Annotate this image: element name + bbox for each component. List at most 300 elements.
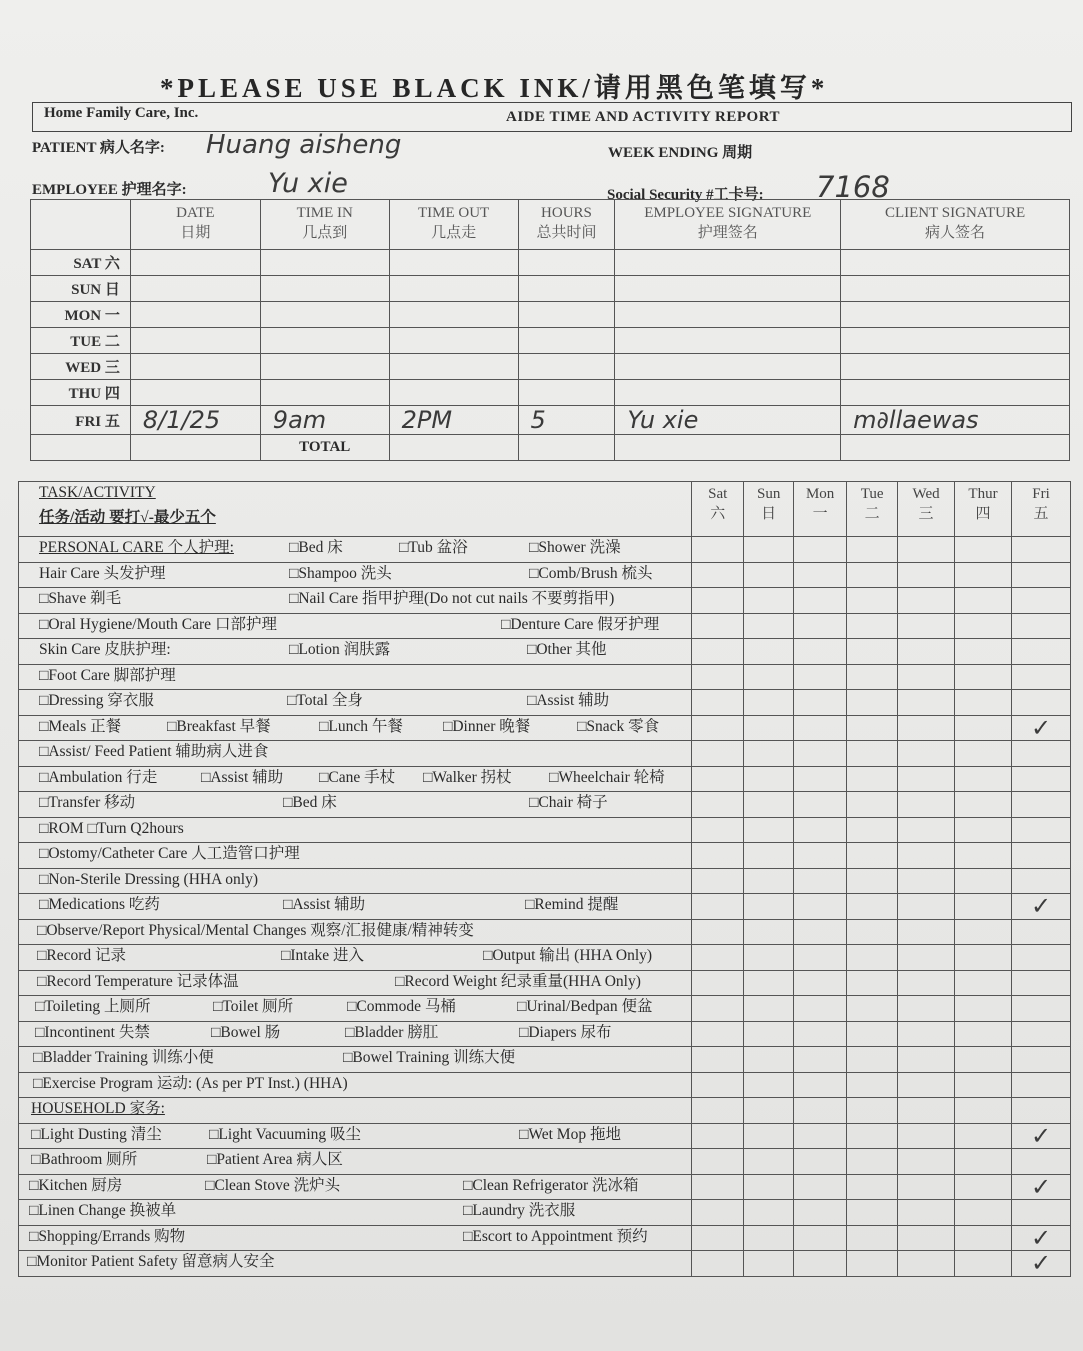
day-check-cell[interactable] (744, 1225, 794, 1251)
day-check-cell[interactable] (794, 1251, 847, 1277)
activity-item[interactable]: □Toileting 上厕所 (35, 998, 151, 1015)
day-check-cell[interactable] (692, 996, 744, 1022)
activity-item[interactable]: □ROM □Turn Q2hours (39, 819, 184, 837)
day-check-cell[interactable] (898, 537, 955, 563)
day-check-cell[interactable] (847, 1098, 898, 1124)
day-check-cell[interactable] (692, 868, 744, 894)
day-check-cell[interactable] (898, 919, 955, 945)
activity-item[interactable]: □Laundry 洗衣服 (463, 1202, 576, 1219)
timesheet-cell-1-hours[interactable] (518, 276, 615, 302)
day-check-cell[interactable] (847, 817, 898, 843)
day-check-cell[interactable] (692, 766, 744, 792)
day-check-cell[interactable] (955, 1047, 1012, 1073)
day-check-cell[interactable] (692, 562, 744, 588)
day-check-cell[interactable] (744, 1174, 794, 1200)
day-check-cell[interactable] (692, 588, 744, 614)
day-check-cell[interactable] (744, 919, 794, 945)
day-check-cell[interactable] (847, 792, 898, 818)
day-check-cell[interactable] (692, 1200, 744, 1226)
day-check-cell[interactable] (744, 1251, 794, 1277)
day-check-cell[interactable] (794, 562, 847, 588)
fri-check-cell[interactable] (1012, 1200, 1071, 1226)
day-check-cell[interactable] (847, 588, 898, 614)
activity-item[interactable]: □Escort to Appointment 预约 (463, 1227, 648, 1245)
day-check-cell[interactable] (794, 996, 847, 1022)
activity-item[interactable]: □Commode 马桶 (347, 998, 456, 1015)
day-check-cell[interactable] (955, 766, 1012, 792)
fri-check-cell[interactable] (1012, 996, 1071, 1022)
day-check-cell[interactable] (744, 537, 794, 563)
day-check-cell[interactable] (744, 562, 794, 588)
day-check-cell[interactable] (898, 817, 955, 843)
timesheet-cell-2-hours[interactable] (518, 302, 615, 328)
total-cell-1[interactable] (518, 435, 615, 461)
fri-check-cell[interactable] (1012, 588, 1071, 614)
timesheet-cell-3-hours[interactable] (518, 328, 615, 354)
day-check-cell[interactable] (692, 613, 744, 639)
day-check-cell[interactable] (898, 1021, 955, 1047)
day-check-cell[interactable] (898, 1174, 955, 1200)
day-check-cell[interactable] (847, 1123, 898, 1149)
activity-item[interactable]: □Light Vacuuming 吸尘 (209, 1125, 362, 1143)
day-check-cell[interactable] (847, 1200, 898, 1226)
day-check-cell[interactable] (955, 741, 1012, 767)
day-check-cell[interactable] (692, 1251, 744, 1277)
fri-check-cell[interactable] (1012, 843, 1071, 869)
day-check-cell[interactable] (898, 639, 955, 665)
timesheet-cell-0-hours[interactable] (518, 250, 615, 276)
activity-item[interactable]: □Incontinent 失禁 (35, 1023, 150, 1041)
day-check-cell[interactable] (847, 639, 898, 665)
activity-item[interactable]: □Ostomy/Catheter Care 人工造管口护理 (39, 845, 300, 862)
activity-item[interactable]: □Bowel Training 训练大便 (343, 1049, 516, 1066)
day-check-cell[interactable] (955, 1225, 1012, 1251)
day-check-cell[interactable] (847, 537, 898, 563)
activity-item[interactable]: Skin Care 皮肤护理: (39, 641, 171, 658)
day-check-cell[interactable] (847, 1072, 898, 1098)
day-check-cell[interactable] (955, 843, 1012, 869)
activity-item[interactable]: □Tub 盆浴 (399, 539, 468, 556)
day-check-cell[interactable] (744, 996, 794, 1022)
timesheet-cell-5-date[interactable] (130, 380, 260, 406)
day-check-cell[interactable] (794, 817, 847, 843)
day-check-cell[interactable] (847, 562, 898, 588)
day-check-cell[interactable] (955, 664, 1012, 690)
day-check-cell[interactable] (744, 970, 794, 996)
fri-check-cell[interactable] (1012, 613, 1071, 639)
timesheet-cell-5-time-in[interactable] (260, 380, 389, 406)
day-check-cell[interactable] (847, 690, 898, 716)
day-check-cell[interactable] (794, 715, 847, 741)
day-check-cell[interactable] (847, 894, 898, 920)
fri-date-cell[interactable]: 8/1/25 (130, 406, 260, 435)
timesheet-cell-2-employee-signature[interactable] (615, 302, 841, 328)
day-check-cell[interactable] (794, 1072, 847, 1098)
day-check-cell[interactable] (692, 639, 744, 665)
activity-item[interactable]: □Urinal/Bedpan 便盆 (517, 998, 653, 1015)
fri-check-cell[interactable] (1012, 1098, 1071, 1124)
fri-check-cell[interactable] (1012, 792, 1071, 818)
fri-check-cell[interactable] (1012, 945, 1071, 971)
timesheet-cell-2-date[interactable] (130, 302, 260, 328)
fri-employee-signature-cell[interactable]: Yu xie (615, 406, 841, 435)
day-check-cell[interactable] (898, 945, 955, 971)
activity-item[interactable]: □Bowel 肠 (211, 1023, 281, 1041)
day-check-cell[interactable] (794, 639, 847, 665)
timesheet-cell-5-employee-signature[interactable] (615, 380, 841, 406)
day-check-cell[interactable] (744, 1047, 794, 1073)
timesheet-cell-4-hours[interactable] (518, 354, 615, 380)
timesheet-cell-4-time-in[interactable] (260, 354, 389, 380)
day-check-cell[interactable] (692, 1072, 744, 1098)
day-check-cell[interactable] (692, 1047, 744, 1073)
activity-item[interactable]: □Medications 吃药 (39, 896, 160, 913)
timesheet-cell-1-employee-signature[interactable] (615, 276, 841, 302)
total-cell-0[interactable] (389, 435, 518, 461)
day-check-cell[interactable] (955, 970, 1012, 996)
activity-item[interactable]: □Meals 正餐 (39, 717, 122, 735)
day-check-cell[interactable] (692, 741, 744, 767)
day-check-cell[interactable] (794, 970, 847, 996)
day-check-cell[interactable] (744, 639, 794, 665)
timesheet-cell-2-time-out[interactable] (389, 302, 518, 328)
day-check-cell[interactable] (847, 1225, 898, 1251)
day-check-cell[interactable] (847, 1174, 898, 1200)
day-check-cell[interactable] (744, 868, 794, 894)
timesheet-cell-3-date[interactable] (130, 328, 260, 354)
activity-item[interactable]: □Non-Sterile Dressing (HHA only) (39, 870, 259, 888)
day-check-cell[interactable] (898, 970, 955, 996)
activity-item[interactable]: □Record 记录 (37, 947, 126, 964)
day-check-cell[interactable] (955, 588, 1012, 614)
total-cell-2[interactable] (615, 435, 841, 461)
timesheet-cell-5-time-out[interactable] (389, 380, 518, 406)
timesheet-cell-4-time-out[interactable] (389, 354, 518, 380)
timesheet-cell-0-time-out[interactable] (389, 250, 518, 276)
day-check-cell[interactable] (794, 1225, 847, 1251)
activity-item[interactable]: □Toilet 厕所 (213, 998, 294, 1015)
day-check-cell[interactable] (847, 945, 898, 971)
day-check-cell[interactable] (794, 919, 847, 945)
activity-item[interactable]: □Dressing 穿衣服 (39, 692, 154, 709)
day-check-cell[interactable] (744, 1021, 794, 1047)
day-check-cell[interactable] (898, 1072, 955, 1098)
day-check-cell[interactable] (955, 1098, 1012, 1124)
day-check-cell[interactable] (744, 843, 794, 869)
day-check-cell[interactable] (744, 690, 794, 716)
day-check-cell[interactable] (955, 1123, 1012, 1149)
day-check-cell[interactable] (955, 1021, 1012, 1047)
day-check-cell[interactable] (692, 945, 744, 971)
day-check-cell[interactable] (955, 945, 1012, 971)
day-check-cell[interactable] (692, 792, 744, 818)
timesheet-cell-3-client-signature[interactable] (841, 328, 1070, 354)
timesheet-cell-4-client-signature[interactable] (841, 354, 1070, 380)
fri-check-cell[interactable] (1012, 562, 1071, 588)
day-check-cell[interactable] (744, 1149, 794, 1175)
activity-item[interactable]: □Shampoo 洗头 (289, 564, 392, 582)
fri-check-cell[interactable] (1012, 817, 1071, 843)
fri-check-cell[interactable]: ✓ (1012, 1225, 1071, 1251)
day-check-cell[interactable] (744, 894, 794, 920)
day-check-cell[interactable] (898, 664, 955, 690)
activity-item[interactable]: □Oral Hygiene/Mouth Care 口部护理 (39, 615, 277, 633)
activity-item[interactable]: Hair Care 头发护理 (39, 564, 166, 582)
activity-item[interactable]: □Assist 辅助 (201, 768, 284, 786)
day-check-cell[interactable] (898, 1047, 955, 1073)
activity-item[interactable]: □Assist 辅助 (283, 896, 366, 913)
day-check-cell[interactable] (692, 1149, 744, 1175)
fri-time-in-cell[interactable]: 9am (260, 406, 389, 435)
day-check-cell[interactable] (744, 741, 794, 767)
fri-check-cell[interactable] (1012, 919, 1071, 945)
activity-item[interactable]: □Shower 洗澡 (529, 539, 621, 556)
fri-check-cell[interactable]: ✓ (1012, 715, 1071, 741)
timesheet-cell-3-time-in[interactable] (260, 328, 389, 354)
day-check-cell[interactable] (794, 1174, 847, 1200)
day-check-cell[interactable] (744, 817, 794, 843)
day-check-cell[interactable] (898, 792, 955, 818)
day-check-cell[interactable] (744, 792, 794, 818)
day-check-cell[interactable] (794, 741, 847, 767)
day-check-cell[interactable] (794, 1098, 847, 1124)
activity-item[interactable]: PERSONAL CARE 个人护理: (39, 539, 234, 556)
day-check-cell[interactable] (898, 613, 955, 639)
day-check-cell[interactable] (744, 664, 794, 690)
activity-item[interactable]: □Remind 提醒 (525, 896, 619, 913)
timesheet-cell-1-time-in[interactable] (260, 276, 389, 302)
timesheet-cell-4-date[interactable] (130, 354, 260, 380)
day-check-cell[interactable] (955, 1149, 1012, 1175)
fri-check-cell[interactable] (1012, 970, 1071, 996)
day-check-cell[interactable] (692, 1021, 744, 1047)
day-check-cell[interactable] (692, 1225, 744, 1251)
fri-check-cell[interactable] (1012, 1072, 1071, 1098)
day-check-cell[interactable] (898, 1098, 955, 1124)
day-check-cell[interactable] (692, 690, 744, 716)
day-check-cell[interactable] (794, 1047, 847, 1073)
day-check-cell[interactable] (692, 817, 744, 843)
day-check-cell[interactable] (794, 1021, 847, 1047)
activity-item[interactable]: HOUSEHOLD 家务: (31, 1100, 165, 1117)
fri-check-cell[interactable] (1012, 741, 1071, 767)
timesheet-cell-0-client-signature[interactable] (841, 250, 1070, 276)
day-check-cell[interactable] (847, 613, 898, 639)
activity-item[interactable]: □Other 其他 (527, 641, 607, 658)
activity-item[interactable]: □Assist/ Feed Patient 辅助病人进食 (39, 743, 269, 760)
day-check-cell[interactable] (794, 588, 847, 614)
day-check-cell[interactable] (898, 766, 955, 792)
activity-item[interactable]: □Diapers 尿布 (519, 1023, 612, 1041)
activity-item[interactable]: □Cane 手杖 (319, 768, 396, 786)
activity-item[interactable]: □Bathroom 厕所 (31, 1151, 138, 1168)
activity-item[interactable]: □Comb/Brush 梳头 (529, 564, 653, 582)
activity-item[interactable]: □Kitchen 厨房 (29, 1176, 123, 1194)
day-check-cell[interactable] (692, 970, 744, 996)
activity-item[interactable]: □Shave 剃毛 (39, 590, 122, 607)
fri-check-cell[interactable] (1012, 537, 1071, 563)
activity-item[interactable]: □Record Weight 纪录重量(HHA Only) (395, 972, 641, 990)
day-check-cell[interactable] (847, 868, 898, 894)
fri-check-cell[interactable] (1012, 1149, 1071, 1175)
timesheet-cell-3-time-out[interactable] (389, 328, 518, 354)
day-check-cell[interactable] (744, 1123, 794, 1149)
activity-item[interactable]: □Lunch 午餐 (319, 717, 403, 735)
activity-item[interactable]: □Denture Care 假牙护理 (501, 615, 660, 633)
activity-item[interactable]: □Bed 床 (289, 539, 343, 556)
day-check-cell[interactable] (955, 639, 1012, 665)
day-check-cell[interactable] (692, 1174, 744, 1200)
day-check-cell[interactable] (955, 562, 1012, 588)
fri-time-out-cell[interactable]: 2PM (389, 406, 518, 435)
day-check-cell[interactable] (847, 715, 898, 741)
fri-check-cell[interactable] (1012, 639, 1071, 665)
day-check-cell[interactable] (955, 690, 1012, 716)
timesheet-cell-3-employee-signature[interactable] (615, 328, 841, 354)
day-check-cell[interactable] (692, 919, 744, 945)
day-check-cell[interactable] (898, 1251, 955, 1277)
day-check-cell[interactable] (955, 868, 1012, 894)
timesheet-cell-5-client-signature[interactable] (841, 380, 1070, 406)
day-check-cell[interactable] (847, 741, 898, 767)
day-check-cell[interactable] (744, 945, 794, 971)
day-check-cell[interactable] (898, 562, 955, 588)
activity-item[interactable]: □Dinner 晚餐 (443, 717, 531, 735)
activity-item[interactable]: □Breakfast 早餐 (167, 717, 271, 735)
day-check-cell[interactable] (794, 1123, 847, 1149)
activity-item[interactable]: □Bladder Training 训练小便 (33, 1049, 214, 1066)
timesheet-cell-1-client-signature[interactable] (841, 276, 1070, 302)
activity-item[interactable]: □Lotion 润肤露 (289, 641, 391, 658)
day-check-cell[interactable] (744, 1200, 794, 1226)
day-check-cell[interactable] (794, 1149, 847, 1175)
day-check-cell[interactable] (847, 1021, 898, 1047)
day-check-cell[interactable] (744, 1072, 794, 1098)
day-check-cell[interactable] (744, 588, 794, 614)
fri-check-cell[interactable]: ✓ (1012, 1174, 1071, 1200)
day-check-cell[interactable] (955, 1200, 1012, 1226)
fri-check-cell[interactable] (1012, 690, 1071, 716)
day-check-cell[interactable] (898, 1123, 955, 1149)
day-check-cell[interactable] (898, 1200, 955, 1226)
day-check-cell[interactable] (898, 715, 955, 741)
day-check-cell[interactable] (955, 537, 1012, 563)
day-check-cell[interactable] (898, 996, 955, 1022)
timesheet-cell-0-time-in[interactable] (260, 250, 389, 276)
activity-item[interactable]: □Output 输出 (HHA Only) (483, 947, 653, 964)
day-check-cell[interactable] (692, 843, 744, 869)
activity-item[interactable]: □Clean Refrigerator 洗冰箱 (463, 1176, 639, 1194)
fri-check-cell[interactable] (1012, 868, 1071, 894)
day-check-cell[interactable] (692, 715, 744, 741)
timesheet-cell-2-client-signature[interactable] (841, 302, 1070, 328)
fri-check-cell[interactable]: ✓ (1012, 1251, 1071, 1277)
total-cell-3[interactable] (841, 435, 1070, 461)
day-check-cell[interactable] (955, 1174, 1012, 1200)
day-check-cell[interactable] (847, 919, 898, 945)
day-check-cell[interactable] (847, 996, 898, 1022)
day-check-cell[interactable] (794, 766, 847, 792)
activity-item[interactable]: □Ambulation 行走 (39, 768, 158, 786)
activity-item[interactable]: □Intake 进入 (281, 947, 364, 964)
activity-item[interactable]: □Linen Change 换被单 (29, 1202, 177, 1219)
activity-item[interactable]: □Patient Area 病人区 (207, 1151, 343, 1168)
day-check-cell[interactable] (847, 1149, 898, 1175)
day-check-cell[interactable] (744, 613, 794, 639)
activity-item[interactable]: □Record Temperature 记录体温 (37, 972, 239, 990)
activity-item[interactable]: □Wet Mop 拖地 (519, 1125, 621, 1143)
day-check-cell[interactable] (898, 741, 955, 767)
activity-item[interactable]: □Total 全身 (287, 692, 363, 709)
day-check-cell[interactable] (955, 996, 1012, 1022)
day-check-cell[interactable] (847, 664, 898, 690)
day-check-cell[interactable] (794, 868, 847, 894)
day-check-cell[interactable] (898, 868, 955, 894)
day-check-cell[interactable] (955, 894, 1012, 920)
day-check-cell[interactable] (898, 588, 955, 614)
day-check-cell[interactable] (847, 970, 898, 996)
timesheet-cell-5-hours[interactable] (518, 380, 615, 406)
fri-check-cell[interactable]: ✓ (1012, 894, 1071, 920)
day-check-cell[interactable] (794, 1200, 847, 1226)
activity-item[interactable]: □Nail Care 指甲护理(Do not cut nails 不要剪指甲) (289, 590, 615, 607)
day-check-cell[interactable] (955, 1251, 1012, 1277)
day-check-cell[interactable] (898, 1149, 955, 1175)
activity-item[interactable]: □Assist 辅助 (527, 692, 610, 709)
day-check-cell[interactable] (898, 690, 955, 716)
activity-item[interactable]: □Clean Stove 洗炉头 (205, 1176, 341, 1194)
fri-check-cell[interactable] (1012, 664, 1071, 690)
day-check-cell[interactable] (955, 715, 1012, 741)
day-check-cell[interactable] (898, 843, 955, 869)
day-check-cell[interactable] (847, 1251, 898, 1277)
day-check-cell[interactable] (794, 945, 847, 971)
activity-item[interactable]: □Exercise Program 运动: (As per PT Inst.) (HHA) (33, 1074, 348, 1092)
day-check-cell[interactable] (692, 537, 744, 563)
day-check-cell[interactable] (847, 843, 898, 869)
day-check-cell[interactable] (692, 664, 744, 690)
day-check-cell[interactable] (794, 894, 847, 920)
timesheet-cell-2-time-in[interactable] (260, 302, 389, 328)
day-check-cell[interactable] (955, 613, 1012, 639)
activity-item[interactable]: □Light Dusting 清尘 (31, 1125, 162, 1143)
day-check-cell[interactable] (744, 715, 794, 741)
activity-item[interactable]: □Bladder 膀肛 (345, 1023, 439, 1041)
timesheet-cell-1-date[interactable] (130, 276, 260, 302)
day-check-cell[interactable] (955, 817, 1012, 843)
fri-client-signature-cell[interactable]: m∂llaewas (841, 406, 1070, 435)
activity-item[interactable]: □Transfer 移动 (39, 794, 136, 811)
timesheet-cell-0-employee-signature[interactable] (615, 250, 841, 276)
day-check-cell[interactable] (692, 1123, 744, 1149)
day-check-cell[interactable] (794, 537, 847, 563)
day-check-cell[interactable] (794, 792, 847, 818)
activity-item[interactable]: □Shopping/Errands 购物 (29, 1227, 186, 1245)
timesheet-cell-0-date[interactable] (130, 250, 260, 276)
day-check-cell[interactable] (898, 894, 955, 920)
timesheet-cell-1-time-out[interactable] (389, 276, 518, 302)
day-check-cell[interactable] (794, 613, 847, 639)
activity-item[interactable]: □Foot Care 脚部护理 (39, 666, 176, 684)
day-check-cell[interactable] (955, 792, 1012, 818)
day-check-cell[interactable] (794, 843, 847, 869)
day-check-cell[interactable] (794, 690, 847, 716)
day-check-cell[interactable] (744, 1098, 794, 1124)
activity-item[interactable]: □Chair 椅子 (529, 794, 608, 811)
day-check-cell[interactable] (692, 894, 744, 920)
fri-check-cell[interactable] (1012, 766, 1071, 792)
activity-item[interactable]: □Walker 拐杖 (423, 768, 512, 786)
